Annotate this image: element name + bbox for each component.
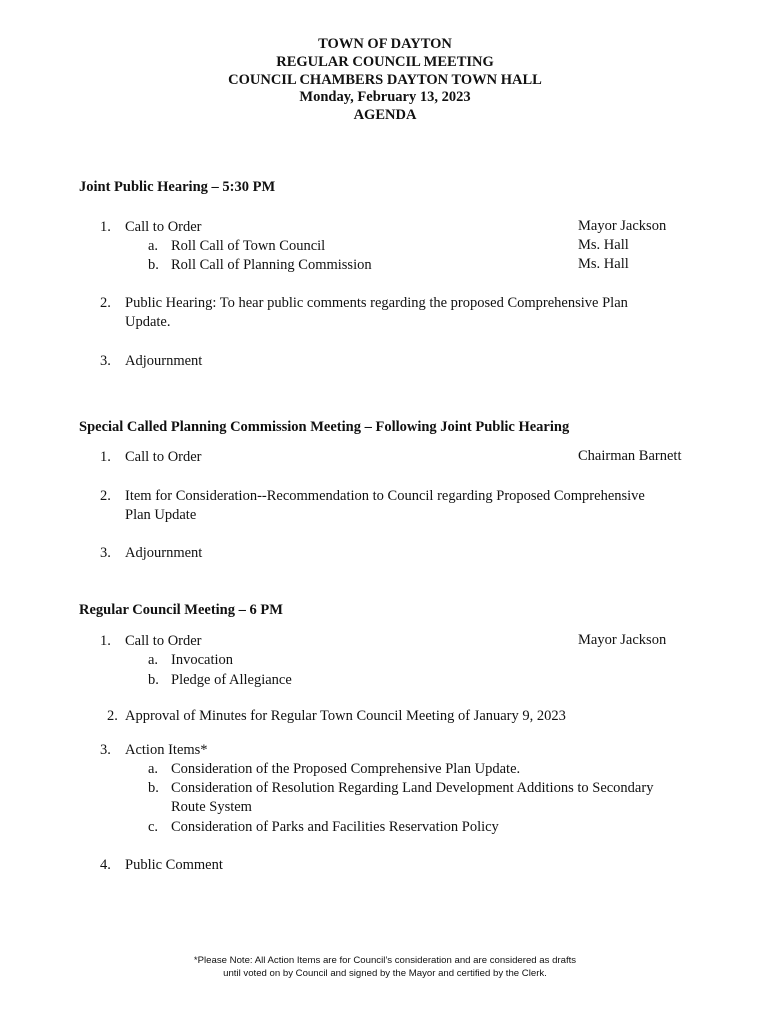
joint-item-1b-presenter: Ms. Hall	[578, 256, 629, 272]
item-text: Action Items*	[125, 742, 208, 758]
item-letter: a.	[148, 238, 159, 254]
item-number: 2.	[107, 708, 118, 724]
item-text: Invocation	[171, 652, 234, 668]
item-text: Adjournment	[125, 353, 203, 369]
joint-item-1-presenter: Mayor Jackson	[578, 218, 667, 234]
action-items-footnote	[0, 955, 770, 980]
agenda-title: AGENDA	[353, 107, 417, 124]
section-title-regular-council: Regular Council Meeting – 6 PM	[79, 602, 283, 618]
item-text: Consideration of Resolution Regarding Land Development Additions to Secondary	[171, 780, 654, 796]
item-number: 3.	[100, 353, 111, 369]
item-text: Item for Consideration--Recommendation to Council regarding Proposed Comprehensive	[125, 488, 645, 504]
item-text: Call to Order	[125, 633, 202, 649]
item-text: Consideration of Parks and Facilities Reservation Policy	[171, 819, 499, 835]
agenda-header	[0, 36, 770, 125]
regular-item-1-presenter: Mayor Jackson	[578, 632, 667, 648]
item-text-continued: Plan Update	[125, 507, 197, 523]
item-text: Adjournment	[125, 545, 203, 561]
item-text: Call to Order	[125, 219, 202, 235]
item-number: 2.	[100, 295, 111, 311]
item-number: 3.	[100, 742, 111, 758]
footnote-line-1: *Please Note: All Action Items are for Council’s consideration and are considered as drafts	[193, 955, 577, 966]
item-text-continued: Update.	[125, 314, 171, 330]
section-title-special-planning: Special Called Planning Commission Meeting – Following Joint Public Hearing	[79, 419, 570, 435]
meeting-date: Monday, February 13, 2023	[299, 89, 471, 106]
special-item-1-presenter: Chairman Barnett	[578, 448, 682, 464]
section-title-joint-hearing: Joint Public Hearing – 5:30 PM	[79, 179, 276, 195]
footnote-line-2: until voted on by Council and signed by the Mayor and certified by the Clerk.	[223, 967, 547, 979]
item-letter: a.	[148, 652, 159, 668]
item-text: Roll Call of Planning Commission	[171, 257, 372, 273]
item-number: 1.	[100, 633, 111, 649]
item-letter: c.	[148, 819, 159, 835]
item-number: 1.	[100, 219, 111, 235]
item-text: Public Hearing: To hear public comments regarding the proposed Comprehensive Plan	[125, 295, 628, 311]
item-letter: b.	[148, 257, 159, 273]
item-text: Pledge of Allegiance	[171, 672, 292, 688]
meeting-type: REGULAR COUNCIL MEETING	[276, 53, 494, 70]
item-number: 4.	[100, 857, 111, 873]
item-text: Consideration of the Proposed Comprehensive Plan Update.	[171, 761, 521, 777]
item-text: Roll Call of Town Council	[171, 238, 326, 254]
item-letter: a.	[148, 761, 159, 777]
item-number: 2.	[100, 488, 111, 504]
item-text: Approval of Minutes for Regular Town Council Meeting of January 9, 2023	[125, 708, 566, 724]
item-letter: b.	[148, 780, 159, 796]
joint-item-1a-presenter: Ms. Hall	[578, 237, 629, 253]
item-text: Call to Order	[125, 449, 202, 465]
item-text: Public Comment	[125, 857, 223, 873]
meeting-location: COUNCIL CHAMBERS DAYTON TOWN HALL	[228, 71, 542, 88]
item-text-continued: Route System	[171, 799, 252, 815]
town-name: TOWN OF DAYTON	[318, 36, 452, 52]
item-number: 3.	[100, 545, 111, 561]
item-number: 1.	[100, 449, 111, 465]
item-letter: b.	[148, 672, 159, 688]
